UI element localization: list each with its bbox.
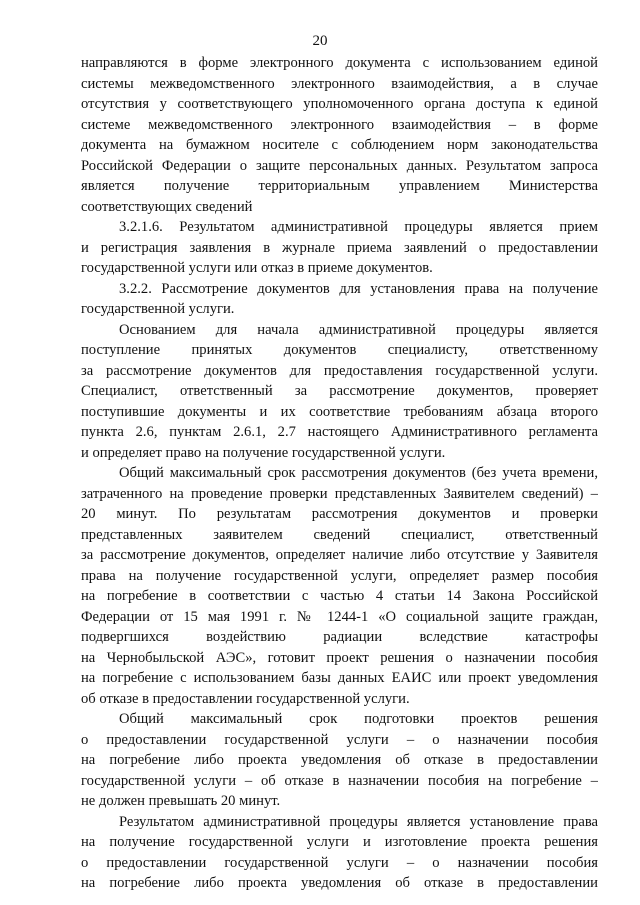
page-number: 20 [312, 33, 328, 49]
text-line: поступившие документы и их соответствие требованиям абзаца второго [81, 403, 598, 420]
text-line: представленных заявителем сведений специалист, ответственный [81, 526, 598, 543]
text-line: Основанием для начала административной процедуры является [119, 321, 598, 338]
text-line: и определяет право на получение государственной услуги. [81, 444, 446, 461]
text-line: на погребение либо проекта уведомления об отказе в предоставлении [81, 875, 598, 891]
text-line: государственной услуги. [81, 301, 235, 317]
document-body [81, 53, 598, 894]
text-line: пункта 2.6, пунктам 2.6.1, 2.7 настоящего Административного регламента [81, 424, 598, 440]
text-line: направляются в форме электронного документа с использованием единой [81, 55, 598, 71]
text-line: о предоставлении государственной услуги – о назначении пособия [81, 731, 598, 748]
text-line: государственной услуги – об отказе в назначении пособия на погребение – [81, 772, 598, 789]
text-line: не должен превышать 20 минут. [81, 793, 281, 809]
text-line: поступление принятых документов специалисту, ответственному [81, 342, 598, 358]
text-line: Результатом административной процедуры является установление права [119, 813, 598, 830]
text-line: о предоставлении государственной услуги – о назначении пособия [81, 854, 598, 871]
text-line: Общий максимальный срок подготовки проектов решения [119, 711, 598, 727]
text-line: Федерации от 15 мая 1991 г. № 1244-1 «О социальной защите граждан, [81, 608, 598, 625]
text-line: Общий максимальный срок рассмотрения документов (без учета времени, [119, 465, 598, 481]
text-line: и регистрация заявления в журнале приема заявлений о предоставлении [81, 239, 598, 256]
text-line: на Чернобыльской АЭС», готовит проект решения о назначении пособия [81, 649, 598, 666]
text-line: подвергшихся воздействию радиации вследствие катастрофы [81, 629, 598, 645]
text-line: государственной услуги или отказ в приеме документов. [81, 260, 433, 276]
text-line: за рассмотрение документов для предоставления государственной услуги. [81, 362, 598, 379]
text-line: 3.2.2. Рассмотрение документов для установления права на получение [119, 280, 598, 297]
text-line: Специалист, ответственный за рассмотрение документов, проверяет [81, 383, 598, 399]
text-line: отсутствия у соответствующего уполномоченного органа доступа к единой [81, 96, 598, 112]
text-line: на погребение либо проекта уведомления об отказе в предоставлении [81, 752, 598, 768]
text-line: за рассмотрение документов, определяет наличие либо отсутствие у Заявителя [81, 547, 598, 563]
text-line: на получение государственной услуги и изготовление проекта решения [81, 834, 598, 850]
text-line: затраченного на проведение проверки представленных Заявителем сведений) – [81, 485, 598, 502]
text-line: об отказе в предоставлении государственной услуги. [81, 690, 410, 707]
text-line: права на получение государственной услуги, определяет размер пособия [81, 567, 598, 584]
text-line: Российской Федерации о защите персональных данных. Результатом запроса [81, 157, 598, 174]
text-line: 20 минут. По результатам рассмотрения документов и проверки [81, 506, 598, 522]
text-line: документа на бумажном носителе с соблюдением норм законодательства [81, 137, 598, 153]
text-line: системы межведомственного электронного взаимодействия, а в случае [81, 75, 598, 92]
text-line: системе межведомственного электронного взаимодействия – в форме [81, 116, 598, 133]
text-line: 3.2.1.6. Результатом административной процедуры является прием [119, 219, 598, 235]
text-line: на погребение с использованием базы данных ЕАИС или проект уведомления [81, 670, 598, 686]
text-line: на погребение в соответствии с частью 4 статьи 14 Закона Российской [81, 588, 598, 604]
text-line: является получение территориальным управлением Министерства [81, 178, 598, 194]
text-line: соответствующих сведений [81, 198, 253, 215]
